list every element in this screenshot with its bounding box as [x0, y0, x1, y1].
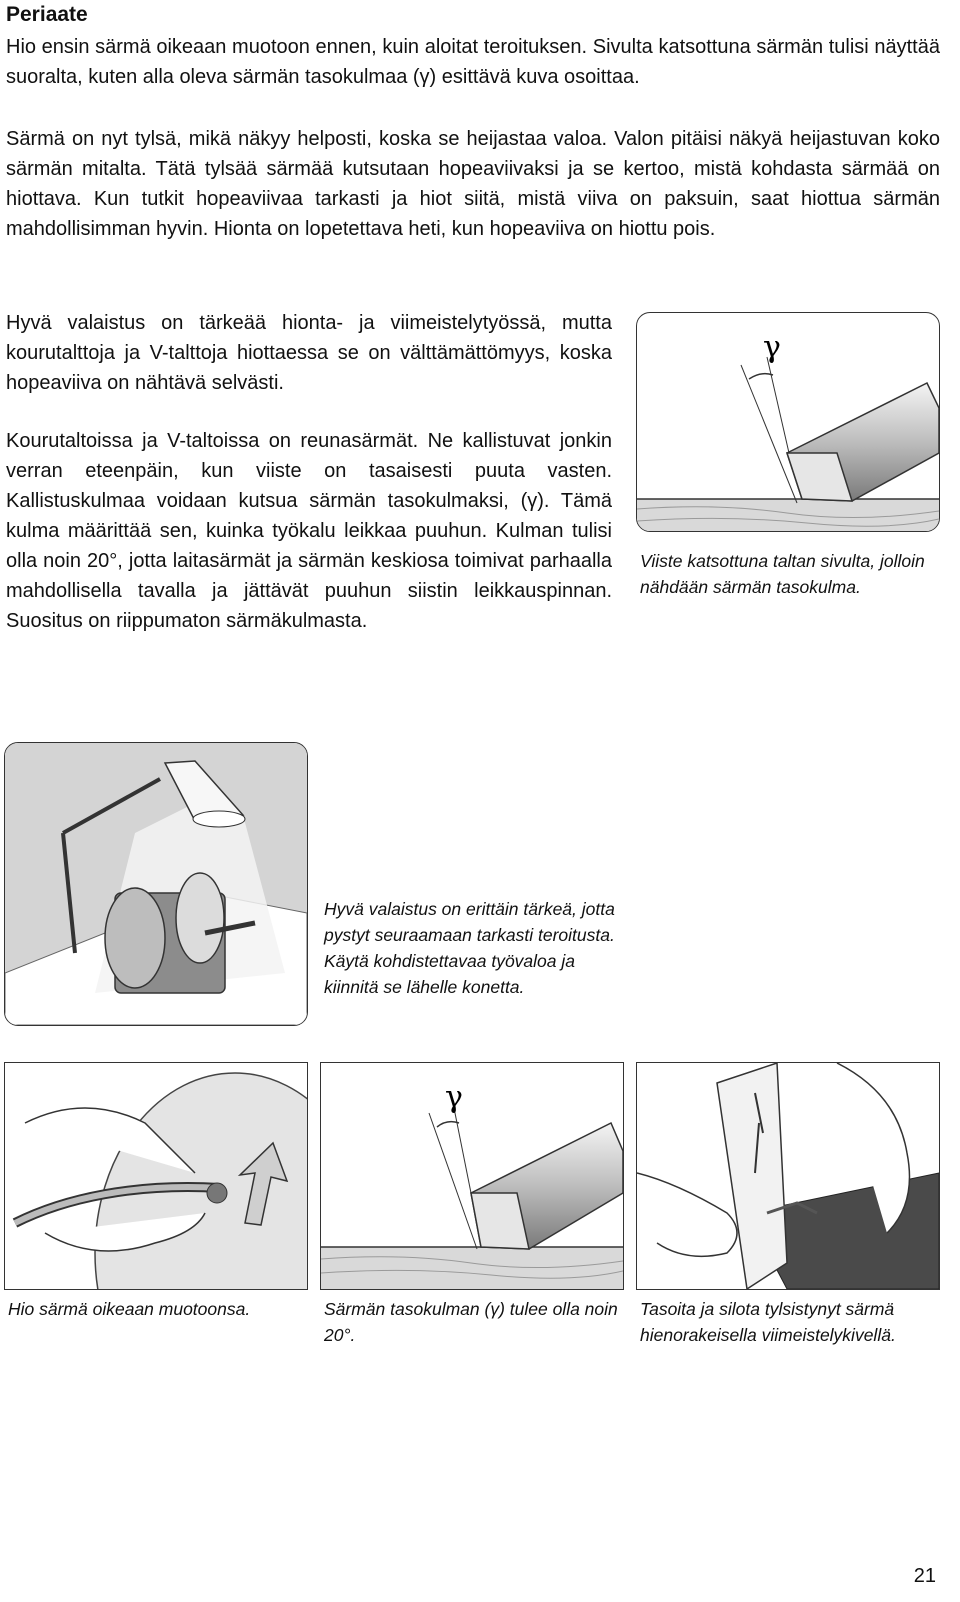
caption-lighting: Hyvä valaistus on erittäin tärkeä, jotta pystyt seuraamaan tarkasti teroitusta. Käytä kohdistettavaa työvaloa ja kiinnitä se lähelle konetta.: [324, 899, 615, 997]
bevel-side-view-figure: [636, 312, 940, 532]
paragraph-2: Särmä on nyt tylsä, mikä näkyy helposti, koska se heijastaa valoa. Valon pitäisi näkyä heijastuvan koko särmän mitalta. Tätä tylsää särmää kutsutaan hopeaviivaksi ja se kertoo, mistä kohdasta särmää on hiottava. Kun tutkit hopeaviivaa tarkasti ja hiot siitä, mistä viiva on paksuin, saat hiottua särmän mahdollisimman hyvin. Hionta on lopetettava heti, kun hopeaviiva on hiottu pois.: [6, 128, 940, 240]
gamma-label: γ: [763, 330, 781, 365]
paragraph-3: Hyvä valaistus on tärkeää hionta- ja viimeistelytyössä, mutta kourutalttoja ja V-talttoja hiottaessa se on välttämättömyys, koska hopeaviiva on nähtävä selvästi.: [6, 312, 612, 394]
hone-figure: [636, 1062, 940, 1290]
paragraph-1: Hio ensin särmä oikeaan muotoon ennen, kuin aloitat teroituksen. Sivulta katsottuna särmän tulisi näyttää suoralta, kuten alla oleva särmän tasokulmaa (γ) esittävä kuva osoittaa.: [6, 36, 940, 88]
caption-bevel-side-view: Viiste katsottuna taltan sivulta, jolloin nähdään särmän tasokulma.: [640, 551, 925, 597]
gamma-label-2: γ: [445, 1080, 463, 1115]
caption-shape-edge: Hio särmä oikeaan muotoonsa.: [8, 1299, 251, 1319]
paragraph-4: Kourutaltoissa ja V-taltoissa on reunasärmät. Ne kallistuvat jonkin verran eteenpäin, kun viiste on tasaisesti puuta vasten. Kallistuskulmaa voidaan kutsua särmän tasokulmaksi, (γ). Tämä kulma määrittää sen, kuinka työkalu leikkaa puuhun. Kulman tulisi olla noin 20°, jotta laitasärmät ja särmän keskiosa toimivat parhaalla mahdollisella tavalla ja jättävät puuhun siistin leikkauspinnan. Suositus on riippumaton särmäkulmasta.: [6, 430, 612, 632]
edge-angle-figure: [320, 1062, 624, 1290]
caption-edge-angle: Särmän tasokulman (γ) tulee olla noin 20°.: [324, 1299, 618, 1345]
caption-hone: Tasoita ja silota tylsistynyt särmä hienorakeisella viimeistelykivellä.: [640, 1299, 896, 1345]
section-heading: Periaate: [6, 3, 88, 26]
page-number: 21: [913, 1565, 936, 1587]
shape-edge-figure: [4, 1062, 308, 1290]
lighting-figure: [4, 742, 308, 1026]
